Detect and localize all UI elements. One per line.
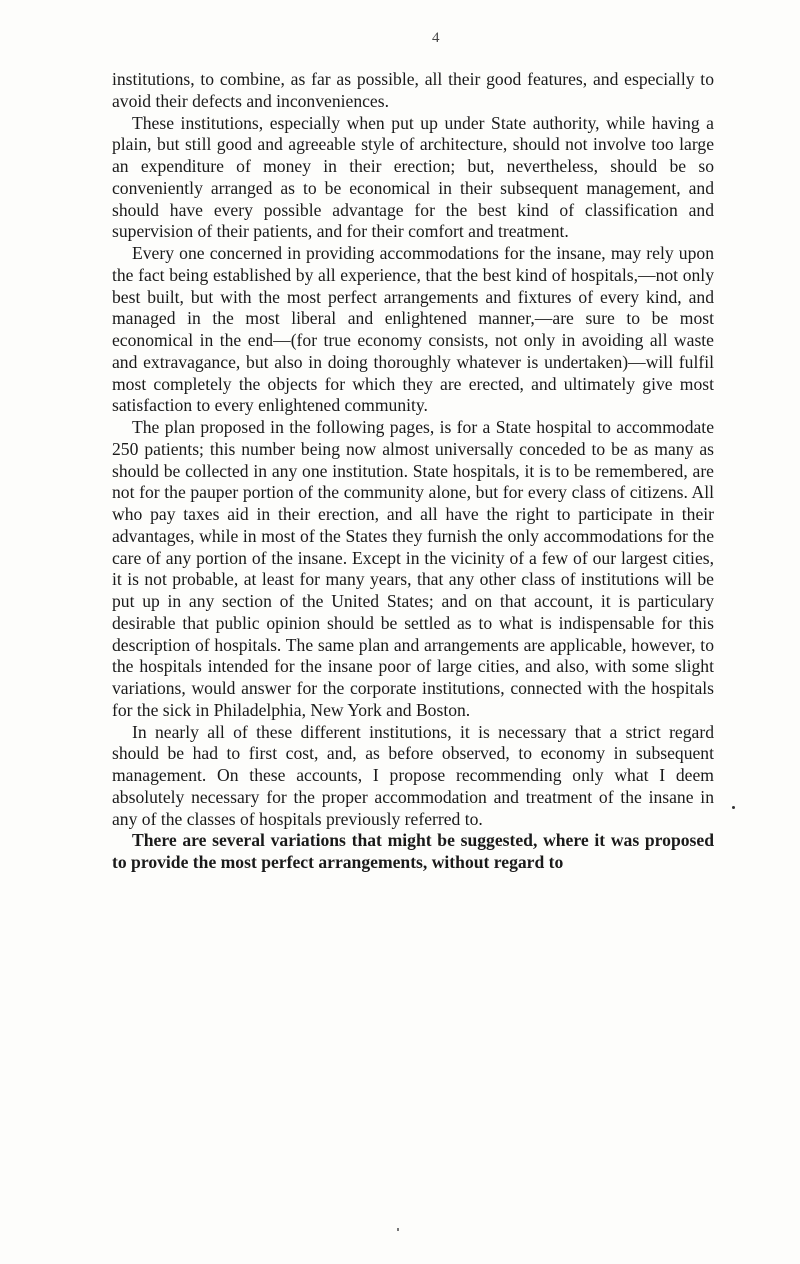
paragraph-5: In nearly all of these different institutions, it is necessary that a strict regard should be had to first cost, and, as before observed, to economy in subsequent management. On these accounts, I propose recommending only what I deem absolutely necessary for the proper accommodation and treatment of the insane in any of the classes of hospitals previously referred to.: [112, 721, 714, 829]
paragraph-6: There are several variations that might be suggested, where it was proposed to provide the most perfect arrangements, without regard to: [112, 830, 714, 872]
paragraph-2: These institutions, especially when put up under State authority, while having a plain, but still good and agreeable style of architecture, should not involve too large an expenditure of money in their erection; but, nevertheless, should be so conveniently arranged as to be economical in their subsequent management, and should have every possible advantage for the best kind of classification and supervision of their patients, and for their comfort and treatment.: [112, 112, 714, 242]
margin-speck: [732, 806, 735, 809]
paragraph-3: Every one concerned in providing accommodations for the insane, may rely upon the fact being established by all experience, that the best kind of hospitals,—not only best built, but with the most perfect arrangements and fixtures of every kind, and managed in the most liberal and enlightened manner,—are sure to be most economical in the end—(for true economy consists, not only in avoiding all waste and extravagance, but also in doing thoroughly whatever is undertaken)—will fulfil most completely the objects for which they are erected, and ultimately give most satisfaction to every enlightened community.: [112, 243, 714, 416]
page-number: 4: [432, 30, 440, 46]
paragraph-1: institutions, to combine, as far as possible, all their good features, and especially to avoid their defects and inconveniences.: [112, 69, 714, 111]
paragraph-4: The plan proposed in the following pages, is for a State hospital to accommodate 250 patients; this number being now almost universally conceded to be as many as should be collected in any one institution. State hospitals, it is to be remembered, are not for the pauper portion of the community alone, but for every class of citizens. All who pay taxes aid in their erection, and all have the right to participate in their advantages, while in most of the States they furnish the only accommodations for the care of any portion of the insane. Except in the vicinity of a few of our largest cities, it is not probable, at least for many years, that any other class of institutions will be put up in any section of the United States; and on that account, it is particulary desirable that public opinion should be settled as to what is indispensable for this description of hospitals. The same plan and arrangements are applicable, however, to the hospitals intended for the insane poor of large cities, and also, with some slight variations, would answer for the corporate institutions, connected with the hospitals for the sick in Philadelphia, New York and Boston.: [112, 417, 714, 720]
body-text: [112, 69, 714, 874]
bottom-speck: [397, 1228, 399, 1231]
